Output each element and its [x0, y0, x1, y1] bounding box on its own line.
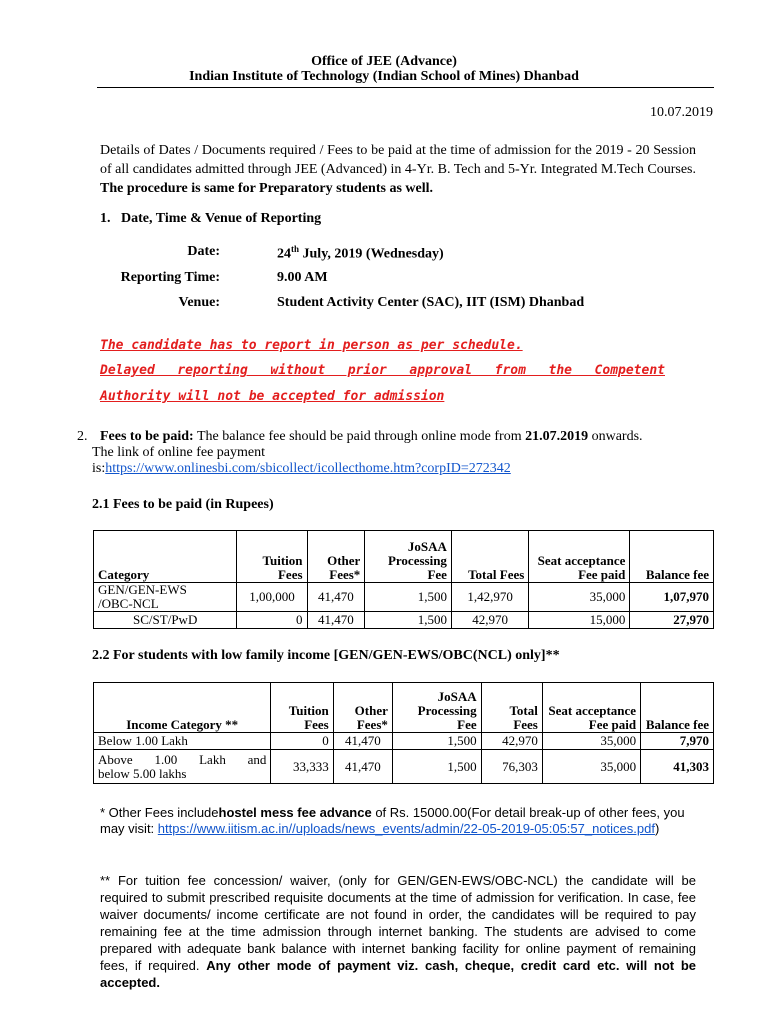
cell-seat: 15,000 — [529, 612, 630, 629]
institute-title: Indian Institute of Technology (Indian School of Mines) Dhanbad — [189, 69, 579, 84]
note2-bold: Any other mode of payment viz. cash, cheque, credit card etc. will not be accepted. — [100, 958, 697, 990]
time-label: Reporting Time: — [120, 270, 220, 285]
cell-seat: 35,000 — [542, 750, 640, 784]
fees-table — [93, 530, 714, 629]
section2-date: 21.07.2019 — [525, 429, 589, 444]
header-tuition: Tuition Fees — [271, 683, 333, 733]
header-josaa: JoSAA Processing Fee — [392, 683, 481, 733]
other-fees-note — [100, 805, 698, 837]
cell-balance: 27,970 — [630, 612, 714, 629]
section2-number: 2. — [77, 429, 88, 444]
header-total: Total Fees — [481, 683, 542, 733]
note1-prefix: * Other Fees include — [100, 805, 219, 820]
category-line-1: GEN/GEN-EWS — [98, 582, 187, 597]
intro-bold-text: The procedure is same for Preparatory students as well. — [100, 181, 433, 196]
cell-tuition: 0 — [237, 612, 307, 629]
row-category: Below 1.00 Lakh — [94, 733, 271, 750]
link-intro-1: The link of online fee payment — [92, 445, 265, 460]
document-date: 10.07.2019 — [650, 105, 713, 120]
venue-value: Student Activity Center (SAC), IIT (ISM) Dhanbad — [277, 295, 585, 310]
venue-label: Venue: — [178, 295, 220, 310]
payment-link[interactable]: https://www.onlinesbi.com/sbicollect/icollecthome.htm?corpID=272342 — [105, 461, 511, 476]
section2-title: Fees to be paid: — [100, 429, 194, 444]
link-intro-2: is: — [92, 461, 106, 476]
section2-line — [100, 429, 720, 445]
header-tuition: Tuition Fees — [237, 531, 307, 583]
header-other: Other Fees* — [333, 683, 392, 733]
office-title: Office of JEE (Advance) — [311, 54, 457, 69]
date-sup: th — [291, 244, 300, 254]
cell-josaa: 1,500 — [392, 733, 481, 750]
table-row — [94, 612, 714, 629]
note1-suffix: ) — [654, 821, 660, 836]
warning-line-2: Delayed reporting without prior approval from the Competent — [100, 363, 665, 378]
date-day: 24 — [277, 246, 291, 262]
section1-title: 1. Date, Time & Venue of Reporting — [100, 211, 322, 226]
income-fees-table — [93, 682, 714, 784]
date-value — [277, 244, 444, 263]
header-josaa: JoSAA Processing Fee — [365, 531, 452, 583]
cell-tuition: 1,00,000 — [237, 583, 307, 612]
header-category: Category — [94, 531, 237, 583]
cell-other: 41,470 — [307, 583, 365, 612]
note2-text: ** For tuition fee concession/ waiver, (only for GEN/GEN-EWS/OBC-NCL) the candidate will be required to submit prescribed requisite documents at the time of admission for verification. In case, fee waiver documents/ income certificate are not found in order, the candidates will be required to pay remaining fee at the time admission through internet banking. The students are advised to come prepared with adequate bank balance with internet banking facility for online payment of remaining fees, if required. — [100, 873, 696, 973]
table-header-row — [94, 531, 714, 583]
cell-total: 42,970 — [451, 612, 528, 629]
section2-text1: The balance fee should be paid through online mode from — [193, 429, 526, 444]
cell-other: 41,470 — [307, 612, 365, 629]
header-seat: Seat acceptance Fee paid — [529, 531, 630, 583]
header-balance: Balance fee — [630, 531, 714, 583]
cell-josaa: 1,500 — [365, 583, 452, 612]
row-category — [94, 750, 271, 784]
note1-text: of Rs. 15000.00(For detail break-up of other fees, you may visit: — [100, 805, 685, 836]
table2-title: 2.2 For students with low family income [GEN/GEN-EWS/OBC(NCL) only]** — [92, 648, 560, 663]
cell-balance: 1,07,970 — [630, 583, 714, 612]
cell-josaa: 1,500 — [365, 612, 452, 629]
header-total: Total Fees — [451, 531, 528, 583]
header-other: Other Fees* — [307, 531, 365, 583]
fee-waiver-note — [100, 872, 696, 991]
header-balance: Balance fee — [641, 683, 714, 733]
row-category: SC/ST/PwD — [94, 612, 237, 629]
warning-line-3: Authority will not be accepted for admission — [100, 389, 445, 404]
cell-other: 41,470 — [333, 750, 392, 784]
cell-total: 76,303 — [481, 750, 542, 784]
section2-text2: onwards. — [588, 429, 643, 444]
table-row — [94, 583, 714, 612]
time-value: 9.00 AM — [277, 270, 328, 285]
cell-other: 41,470 — [333, 733, 392, 750]
cell-seat: 35,000 — [542, 733, 640, 750]
cell-seat: 35,000 — [529, 583, 630, 612]
cell-total: 1,42,970 — [451, 583, 528, 612]
warning-line-1: The candidate has to report in person as per schedule. — [100, 338, 523, 353]
header-seat: Seat acceptance Fee paid — [542, 683, 640, 733]
link-line — [92, 461, 511, 477]
table-row — [94, 733, 714, 750]
category-line-2: below 5.00 lakhs — [98, 765, 187, 781]
cell-josaa: 1,500 — [392, 750, 481, 784]
table1-title: 2.1 Fees to be paid (in Rupees) — [92, 497, 274, 512]
cell-tuition: 33,333 — [271, 750, 333, 784]
intro-paragraph — [100, 141, 696, 198]
date-label: Date: — [187, 244, 220, 259]
category-line-2: /OBC-NCL — [98, 596, 159, 611]
intro-text: Details of Dates / Documents required / Fees to be paid at the time of admission for the 2019 - 20 Session of all candidates admitted through JEE (Advanced) in 4-Yr. B. Tech and 5-Yr. Integrated M.Tech Courses. — [100, 143, 696, 177]
header-divider — [97, 87, 714, 88]
row-category — [94, 583, 237, 612]
cell-balance: 7,970 — [641, 733, 714, 750]
category-line-1: Above 1.00 Lakh and — [98, 751, 267, 767]
table-row — [94, 750, 714, 784]
cell-total: 42,970 — [481, 733, 542, 750]
cell-tuition: 0 — [271, 733, 333, 750]
cell-balance: 41,303 — [641, 750, 714, 784]
table-header-row — [94, 683, 714, 733]
date-rest: July, 2019 (Wednesday) — [299, 246, 444, 262]
notice-link[interactable]: https://www.iitism.ac.in//uploads/news_events/admin/22-05-2019-05:05:57_notices.pdf — [157, 821, 655, 836]
note1-bold: hostel mess fee advance — [218, 805, 372, 820]
header-income-category: Income Category ** — [94, 683, 271, 733]
